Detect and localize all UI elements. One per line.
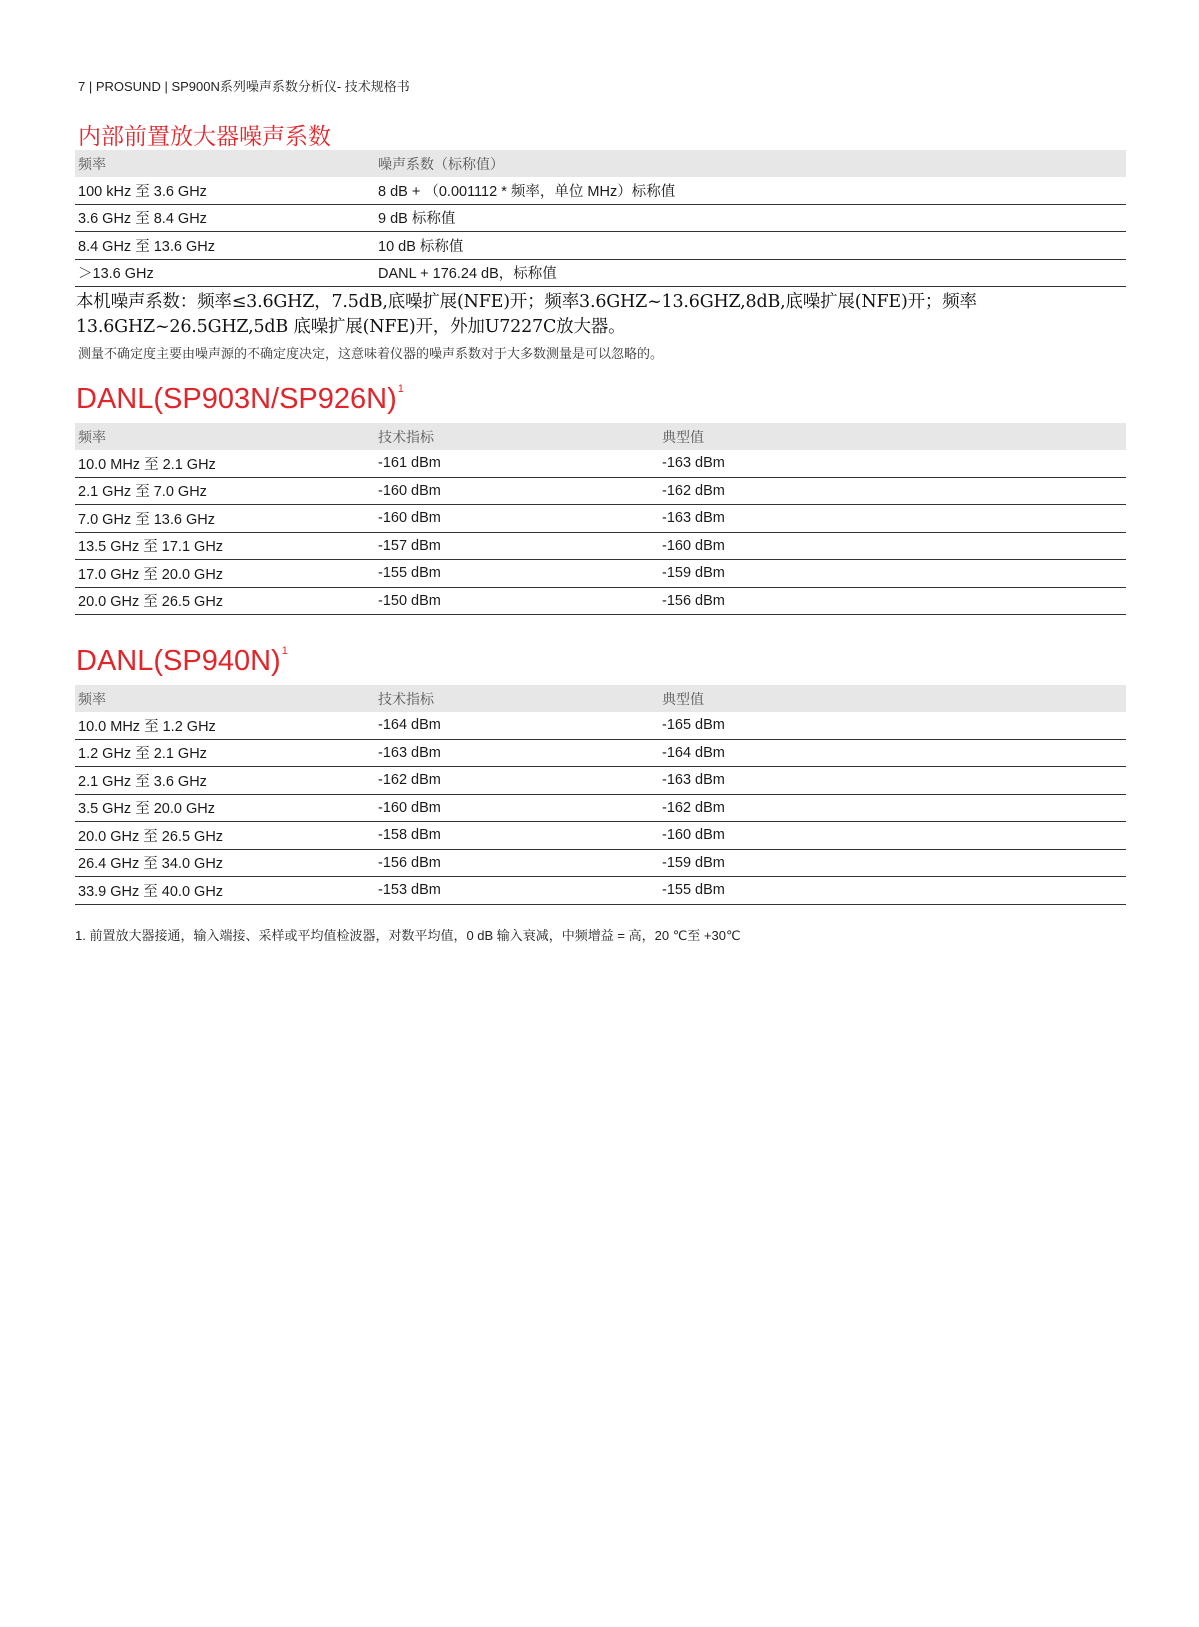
table-row [75, 450, 1126, 477]
note-line: 本机噪声系数：频率≤3.6GHZ，7.5dB,底噪扩展(NFE)开；频率3.6GHZ~13.6GHZ,8dB,底噪扩展(NFE)开；频率 [76, 292, 977, 312]
table-cell: 7.0 GHz 至 13.6 GHz [75, 505, 375, 533]
table-cell: -163 dBm [659, 767, 1126, 795]
table-cell: 10 dB 标称值 [375, 232, 1126, 260]
section-title-danl-sp940n [76, 645, 288, 678]
footnote: 1. 前置放大器接通，输入端接、采样或平均值检波器，对数平均值，0 dB 输入衰减，中频增益 = 高，20 ℃至 +30℃ [75, 928, 741, 943]
table-row [75, 712, 1126, 739]
table-cell: -160 dBm [375, 505, 659, 533]
table-cell: -160 dBm [375, 477, 659, 505]
table-cell: -163 dBm [375, 739, 659, 767]
table-row [75, 849, 1126, 877]
table-cell: -164 dBm [375, 712, 659, 739]
table-row [75, 822, 1126, 850]
table-cell: -156 dBm [659, 587, 1126, 615]
footnote-ref: 1 [397, 383, 404, 395]
table-cell: -157 dBm [375, 532, 659, 560]
footnote-ref: 1 [281, 645, 288, 657]
table-cell: -162 dBm [659, 794, 1126, 822]
col-header: 典型值 [659, 423, 1126, 450]
table-cell: DANL + 176.24 dB，标称值 [375, 259, 1126, 287]
table-row [75, 477, 1126, 505]
table-row [75, 204, 1126, 232]
col-header: 频率 [75, 150, 375, 177]
table-row [75, 767, 1126, 795]
table-cell: ＞13.6 GHz [75, 259, 375, 287]
table-cell: -153 dBm [375, 877, 659, 905]
table-cell: 2.1 GHz 至 7.0 GHz [75, 477, 375, 505]
title-text: DANL(SP903N/SP926N) [76, 383, 397, 415]
table-row [75, 587, 1126, 615]
table-cell: 9 dB 标称值 [375, 204, 1126, 232]
table-cell: 1.2 GHz 至 2.1 GHz [75, 739, 375, 767]
danl-sp940n-table [75, 685, 1126, 905]
table-cell: 20.0 GHz 至 26.5 GHz [75, 822, 375, 850]
table-cell: 100 kHz 至 3.6 GHz [75, 177, 375, 204]
title-text: DANL(SP940N) [76, 645, 281, 677]
table-cell: 2.1 GHz 至 3.6 GHz [75, 767, 375, 795]
table-row [75, 560, 1126, 588]
table-cell: -164 dBm [659, 739, 1126, 767]
col-header: 典型值 [659, 685, 1126, 712]
table-cell: -158 dBm [375, 822, 659, 850]
danl-sp903n-table [75, 423, 1126, 615]
col-header: 频率 [75, 423, 375, 450]
table-cell: 3.5 GHz 至 20.0 GHz [75, 794, 375, 822]
section-title-danl-sp903n [76, 383, 404, 416]
table-row [75, 232, 1126, 260]
table-cell: -161 dBm [375, 450, 659, 477]
table-cell: -163 dBm [659, 450, 1126, 477]
table-cell: 33.9 GHz 至 40.0 GHz [75, 877, 375, 905]
noise-figure-note [76, 290, 1076, 340]
table-cell: -159 dBm [659, 849, 1126, 877]
table-cell: -156 dBm [375, 849, 659, 877]
note-line: 13.6GHZ~26.5GHZ,5dB 底噪扩展(NFE)开，外加U7227C放大器。 [76, 317, 626, 337]
table-cell: 3.6 GHz 至 8.4 GHz [75, 204, 375, 232]
table-row [75, 739, 1126, 767]
table-cell: 8.4 GHz 至 13.6 GHz [75, 232, 375, 260]
table-cell: -162 dBm [375, 767, 659, 795]
col-header: 噪声系数（标称值） [375, 150, 1126, 177]
table-cell: -159 dBm [659, 560, 1126, 588]
page-header: 7 | PROSUND | SP900N系列噪声系数分析仪- 技术规格书 [78, 79, 410, 94]
table-cell: -155 dBm [375, 560, 659, 588]
table-cell: -160 dBm [659, 532, 1126, 560]
table-cell: -162 dBm [659, 477, 1126, 505]
col-header: 技术指标 [375, 685, 659, 712]
section-title-preamp-noise-figure: 内部前置放大器噪声系数 [78, 124, 331, 150]
col-header: 频率 [75, 685, 375, 712]
table-cell: 10.0 MHz 至 1.2 GHz [75, 712, 375, 739]
preamp-noise-figure-table [75, 150, 1126, 287]
table-cell: -160 dBm [375, 794, 659, 822]
table-cell: 26.4 GHz 至 34.0 GHz [75, 849, 375, 877]
table-cell: 17.0 GHz 至 20.0 GHz [75, 560, 375, 588]
table-row [75, 877, 1126, 905]
table-header-row [75, 423, 1126, 450]
table-row [75, 794, 1126, 822]
table-cell: -165 dBm [659, 712, 1126, 739]
table-cell: 10.0 MHz 至 2.1 GHz [75, 450, 375, 477]
table-cell: -155 dBm [659, 877, 1126, 905]
col-header: 技术指标 [375, 423, 659, 450]
table-cell: 8 dB + （0.001112 * 频率，单位 MHz）标称值 [375, 177, 1126, 204]
table-cell: -163 dBm [659, 505, 1126, 533]
table-cell: 13.5 GHz 至 17.1 GHz [75, 532, 375, 560]
table-row [75, 532, 1126, 560]
table-row [75, 259, 1126, 287]
uncertainty-note: 测量不确定度主要由噪声源的不确定度决定，这意味着仪器的噪声系数对于大多数测量是可以忽略的。 [78, 347, 664, 362]
table-cell: 20.0 GHz 至 26.5 GHz [75, 587, 375, 615]
table-row [75, 505, 1126, 533]
table-row [75, 177, 1126, 204]
table-cell: -150 dBm [375, 587, 659, 615]
table-header-row [75, 150, 1126, 177]
table-header-row [75, 685, 1126, 712]
table-cell: -160 dBm [659, 822, 1126, 850]
